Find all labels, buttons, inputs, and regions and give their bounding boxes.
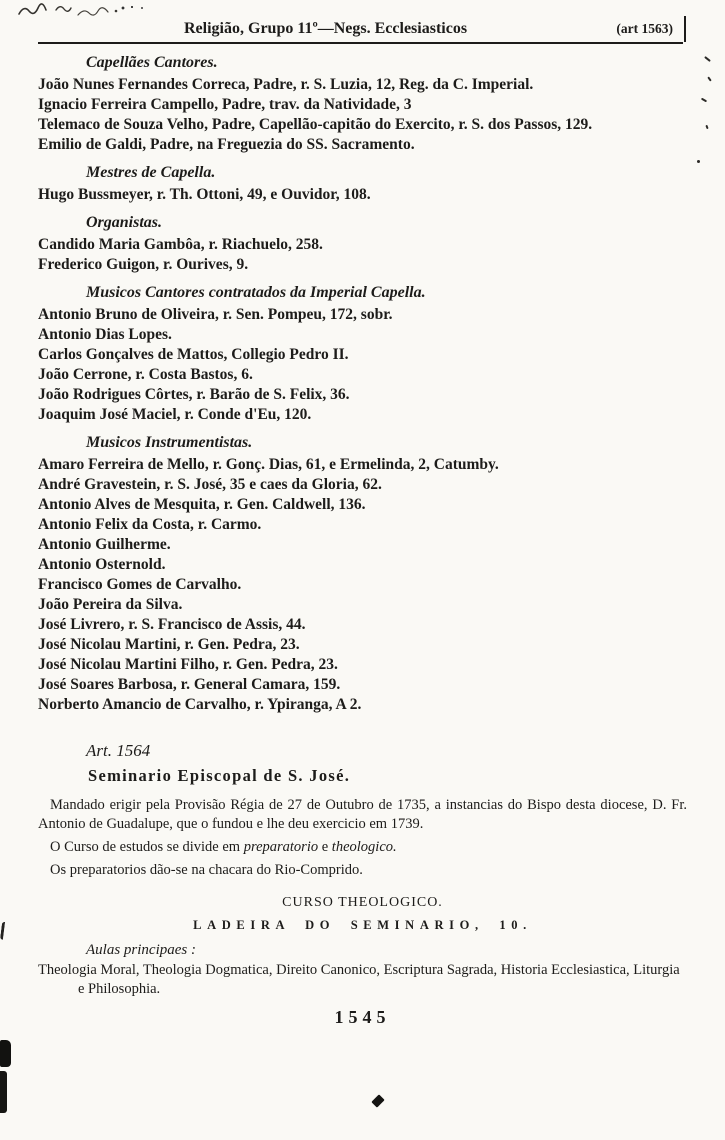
directory-entry: Antonio Guilherme. — [38, 536, 171, 553]
directory-entry: Antonio Felix da Costa, r. Carmo. — [38, 516, 262, 533]
article-number: Art. 1564 — [86, 741, 151, 760]
directory-entry: José Nicolau Martini Filho, r. Gen. Pedra, 23. — [38, 656, 338, 673]
directory-entry: Antonio Osternold. — [38, 556, 166, 573]
directory-entry: Frederico Guigon, r. Ourives, 9. — [38, 256, 249, 273]
article-paragraph-1: Mandado erigir pela Provisão Régia de 27 de Outubro de 1735, a instancias do Bispo desta diocese, D. Fr. Antonio de Guadalupe, que o fundou e lhe deu exercicio em 1739. — [38, 797, 687, 832]
directory-sections — [38, 54, 687, 715]
header-rule-tick — [684, 16, 687, 42]
seminary-address: LADEIRA DO SEMINARIO, 10. — [193, 918, 532, 932]
directory-section — [38, 284, 687, 425]
directory-entry: Emilio de Galdi, Padre, na Freguezia do SS. Sacramento. — [38, 136, 415, 153]
article-title: Seminario Episcopal de S. José. — [88, 766, 351, 785]
classes-label: Aulas principaes : — [86, 942, 196, 958]
directory-section — [38, 214, 687, 275]
directory-entry: Antonio Dias Lopes. — [38, 326, 172, 343]
paragraph-2-term-preparatorio: preparatorio — [243, 839, 319, 855]
classes-list: Theologia Moral, Theologia Dogmatica, Direito Canonico, Escriptura Sagrada, Historia Ecclesiastica, Liturgia e Philosophia. — [38, 962, 680, 997]
directory-entry: Candido Maria Gambôa, r. Riachuelo, 258. — [38, 236, 323, 253]
section-heading: Mestres de Capella. — [86, 164, 216, 181]
directory-entry: Norberto Amancio de Carvalho, r. Ypiranga, A 2. — [38, 696, 362, 713]
directory-section — [38, 164, 687, 205]
paragraph-2-prefix: O Curso de estudos se divide em — [50, 839, 244, 855]
directory-entry: João Rodrigues Côrtes, r. Barão de S. Felix, 36. — [38, 386, 350, 403]
page-number: 1545 — [334, 1007, 391, 1027]
directory-entry: Carlos Gonçalves de Mattos, Collegio Pedro II. — [38, 346, 349, 363]
paragraph-2-term-theologico: theologico. — [331, 839, 397, 855]
running-header — [38, 20, 683, 44]
section-heading: Musicos Cantores contratados da Imperial Capella. — [86, 284, 426, 301]
directory-entry: João Nunes Fernandes Correca, Padre, r. S. Luzia, 12, Reg. da C. Imperial. — [38, 76, 534, 93]
directory-entry: João Pereira da Silva. — [38, 596, 183, 613]
directory-entry: Antonio Alves de Mesquita, r. Gen. Caldwell, 136. — [38, 496, 366, 513]
section-heading: Capellães Cantores. — [86, 54, 218, 71]
course-heading: CURSO THEOLOGICO. — [282, 895, 443, 910]
directory-entry: José Soares Barbosa, r. General Camara, 159. — [38, 676, 341, 693]
section-heading: Organistas. — [86, 214, 163, 231]
directory-entry: Antonio Bruno de Oliveira, r. Sen. Pompeu, 172, sobr. — [38, 306, 393, 323]
article-paragraph-2 — [38, 838, 687, 857]
directory-entry: José Nicolau Martini, r. Gen. Pedra, 23. — [38, 636, 300, 653]
directory-entry: Hugo Bussmeyer, r. Th. Ottoni, 49, e Ouvidor, 108. — [38, 186, 371, 203]
header-title — [184, 20, 467, 38]
directory-entry: Amaro Ferreira de Mello, r. Gonç. Dias, 61, e Ermelinda, 2, Catumby. — [38, 456, 499, 473]
section-heading: Musicos Instrumentistas. — [86, 434, 253, 451]
directory-section — [38, 54, 687, 155]
paragraph-2-connector: e — [318, 839, 332, 855]
directory-entry: Francisco Gomes de Carvalho. — [38, 576, 242, 593]
header-title-group: Religião, — [184, 20, 244, 37]
header-article-ref: (art 1563) — [616, 21, 673, 36]
article-paragraph-3: Os preparatorios dão-se na chacara do Rio-Comprido. — [50, 862, 363, 878]
directory-entry: André Gravestein, r. S. José, 35 e caes da Gloria, 62. — [38, 476, 382, 493]
directory-entry: Ignacio Ferreira Campello, Padre, trav. da Natividade, 3 — [38, 96, 412, 113]
directory-entry: Telemaco de Souza Velho, Padre, Capellão-capitão do Exercito, r. S. dos Passos, 129. — [38, 116, 593, 133]
header-title-section: Grupo 11º—Negs. Ecclesiasticos — [244, 20, 468, 37]
directory-entry: Joaquim José Maciel, r. Conde d'Eu, 120. — [38, 406, 312, 423]
directory-entry: José Livrero, r. S. Francisco de Assis, 44. — [38, 616, 306, 633]
directory-section — [38, 434, 687, 715]
directory-entry: João Cerrone, r. Costa Bastos, 6. — [38, 366, 253, 383]
